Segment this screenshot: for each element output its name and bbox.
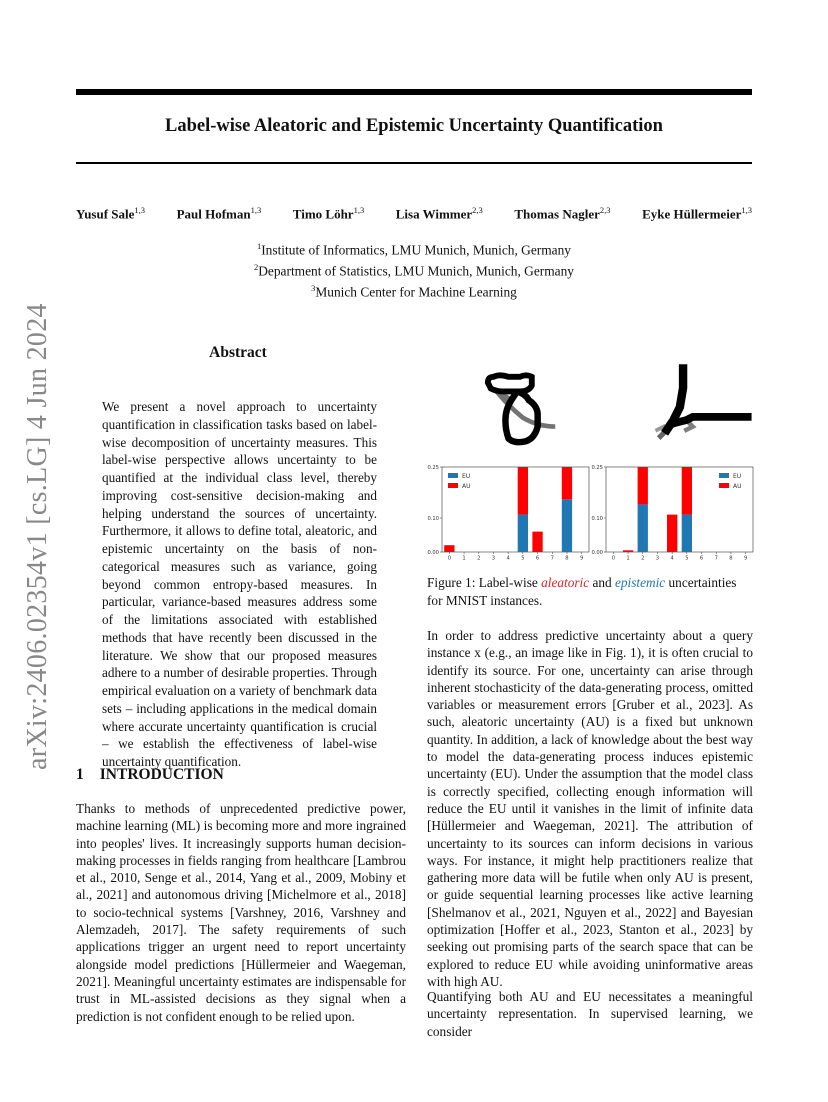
bar-au-2 — [638, 467, 648, 504]
author-name — [396, 205, 483, 222]
caption-suffix: uncertainties for MNIST instances. — [427, 575, 737, 608]
y-tick-label: 0.00 — [427, 549, 439, 556]
bar-eu-5 — [682, 515, 692, 552]
legend-label-au: AU — [733, 483, 742, 490]
affiliation-line — [76, 238, 752, 259]
section-heading — [76, 766, 224, 784]
bar-au-5 — [682, 467, 692, 515]
bar-au-6 — [532, 532, 542, 552]
chart-legend — [448, 473, 471, 490]
x-tick-label: 5 — [685, 555, 689, 562]
paper-title: Label-wise Aleatoric and Epistemic Uncertainty Quantification — [165, 116, 663, 136]
section-number: 1 — [76, 766, 84, 783]
affiliation-number: 2 — [254, 261, 259, 272]
x-tick-label: 6 — [535, 555, 540, 562]
y-tick-label: 0.00 — [591, 549, 603, 556]
arxiv-stamp: arXiv:2406.02354v1 [cs.LG] 4 Jun 2024 — [22, 303, 53, 770]
author-name-text: Timo Löhr — [292, 206, 354, 222]
x-tick-label: 9 — [743, 555, 748, 562]
bar-eu-5 — [518, 515, 528, 552]
author-affiliation-mark: 1,3 — [741, 205, 752, 215]
abstract-text: We present a novel approach to uncertainty quantification in classification tasks based on label-wise decomposition of uncertainty measures. This label-wise perspective allows uncertainty to be quantified at the individual class level, thereby improving cost-sensitive decision-making and helping understand the sources of uncertainty. Furthermore, it allows to define total, aleatoric, and epistemic uncertainty on the basis of non-categorical measures such as variance, going beyond common entropy-based measures. In particular, variance-based measures address some of the limitations associated with established methods that have recently been discussed in the literature. We show that our proposed measures adhere to a number of desirable properties. Through empirical evaluation on a variety of benchmark data sets – including applications in the medical domain where accurate uncertainty quantification is crucial – we establish the effectiveness of label-wise uncertainty quantification. — [102, 399, 377, 769]
bar-au-1 — [623, 550, 633, 552]
affiliation-text: Institute of Informatics, LMU Munich, Munich, Germany — [261, 242, 572, 258]
author-name-text: Thomas Nagler — [514, 206, 600, 222]
author-affiliation-mark: 1,3 — [250, 205, 262, 215]
x-tick-label: 2 — [641, 555, 645, 562]
bar-au-0 — [444, 545, 454, 552]
y-tick-label: 0.25 — [427, 464, 439, 471]
y-tick-label: 0.10 — [591, 515, 603, 522]
author-affiliation-mark: 2,3 — [472, 205, 483, 215]
mnist-digit-8-image — [478, 368, 568, 450]
legend-swatch-au — [719, 483, 729, 488]
x-tick-label: 8 — [729, 555, 733, 562]
affiliation-line — [76, 259, 752, 280]
x-tick-label: 4 — [506, 555, 510, 562]
legend-label-eu: EU — [733, 473, 742, 480]
abstract-heading: Abstract — [209, 344, 267, 361]
affiliations — [76, 238, 752, 301]
author-list — [76, 205, 752, 222]
x-tick-label: 1 — [626, 555, 630, 562]
mnist-digit-ambiguous-image — [640, 362, 752, 446]
figure-1-left-bar-chart — [424, 460, 594, 562]
bar-au-8 — [562, 467, 572, 499]
x-tick-label: 0 — [447, 555, 452, 562]
bar-eu-8 — [562, 499, 572, 552]
legend-swatch-eu — [719, 473, 729, 478]
x-tick-label: 0 — [611, 555, 616, 562]
right-paragraph-2: Quantifying both AU and EU necessitates a meaningful uncertainty representation. In supervised learning, we consider — [427, 989, 753, 1039]
y-tick-label: 0.25 — [591, 464, 603, 471]
author-name-text: Yusuf Sale — [76, 206, 135, 222]
author-name — [642, 205, 752, 222]
bar-au-5 — [518, 467, 528, 515]
caption-aleatoric: aleatoric — [541, 575, 590, 590]
x-tick-label: 2 — [477, 555, 481, 562]
x-tick-label: 5 — [521, 555, 525, 562]
x-tick-label: 3 — [491, 555, 496, 562]
y-tick-label: 0.10 — [427, 515, 439, 522]
intro-paragraph: Thanks to methods of unprecedented predictive power, machine learning (ML) is becoming more and more ingrained into peoples' lives. It increasingly supports human decision-making processes in fields ranging from healthcare [Lambrou et al., 2010, Senge et al., 2014, Yang et al., 2009, Mobiny et al., 2021] and autonomous driving [Michelmore et al., 2018] to socio-technical systems [Varshney, 2016, Varshney and Alemzadeh, 2017]. The safety requirements of such applications trigger an urgent need to report uncertainty alongside model predictions [Hüllermeier and Waegeman, 2021]. Meaningful uncertainty estimates are indispensable for trust in ML-assisted decisions as they signal when a prediction is not confident enough to be relied upon. — [76, 801, 406, 1024]
x-tick-label: 4 — [670, 555, 674, 562]
chart-frame — [606, 467, 753, 552]
x-tick-label: 7 — [550, 555, 554, 562]
legend-swatch-eu — [448, 473, 458, 478]
section-title: INTRODUCTION — [99, 766, 224, 783]
author-name-text: Paul Hofman — [176, 206, 251, 222]
affiliation-text: Munich Center for Machine Learning — [315, 284, 517, 300]
author-name-text: Lisa Wimmer — [395, 206, 473, 222]
bar-au-4 — [667, 515, 677, 552]
right-paragraph-1: In order to address predictive uncertainty about a query instance x (e.g., an image like in Fig. 1), it is often crucial to identify its source. For one, uncertainty can arise through inherent stochasticity of the data-generating process, omitted variables or measurement errors [Gruber et al., 2023]. As such, aleatoric uncertainty (AU) is a fixed but unknown quantity. In addition, a lack of knowledge about the best way to model the data-generating process induces epistemic uncertainty (EU). Under the assumption that the model class is correctly specified, collecting enough information will reduce the EU until it vanishes in the limit of infinite data [Hüllermeier and Waegeman, 2021]. The attribution of uncertainty to its sources can inform decisions in various ways. For instance, it might help practitioners realize that gathering more data will be futile when only AU is present, or guide sequential learning processes like active learning [Shelmanov et al., 2021, Nguyen et al., 2022] and Bayesian optimization [Hoffer et al., 2023, Stanton et al., 2023] by seeking out promising parts of the search space that can be explored to reduce EU while avoiding uninformative areas with high AU. — [427, 628, 753, 989]
author-affiliation-mark: 1,3 — [353, 205, 365, 215]
x-tick-label: 3 — [655, 555, 660, 562]
x-tick-label: 1 — [462, 555, 466, 562]
x-tick-label: 7 — [714, 555, 718, 562]
author-name — [293, 205, 364, 222]
title-top-rule — [76, 89, 752, 95]
affiliation-text: Department of Statistics, LMU Munich, Munich, Germany — [258, 263, 574, 279]
affiliation-number: 3 — [311, 282, 316, 293]
x-tick-label: 8 — [565, 555, 569, 562]
title-bottom-rule — [76, 162, 752, 164]
figure-1-right-bar-chart — [588, 460, 758, 562]
affiliation-line — [76, 280, 752, 301]
affiliation-number: 1 — [256, 241, 262, 251]
author-name — [514, 205, 610, 222]
caption-epistemic: epistemic — [614, 575, 666, 590]
author-name — [76, 205, 145, 222]
author-name — [177, 205, 262, 222]
x-tick-label: 6 — [699, 555, 704, 562]
author-affiliation-mark: 2,3 — [599, 205, 611, 215]
author-affiliation-mark: 1,3 — [134, 205, 146, 215]
caption-prefix: Figure 1: Label-wise — [427, 575, 542, 590]
legend-label-eu: EU — [462, 473, 471, 480]
x-tick-label: 9 — [579, 555, 584, 562]
author-name-text: Eyke Hüllermeier — [642, 206, 742, 222]
legend-label-au: AU — [462, 483, 471, 490]
legend-swatch-au — [448, 483, 458, 488]
bar-eu-2 — [638, 504, 648, 552]
caption-and: and — [589, 575, 615, 590]
chart-legend — [719, 473, 742, 490]
figure-caption — [427, 574, 753, 609]
